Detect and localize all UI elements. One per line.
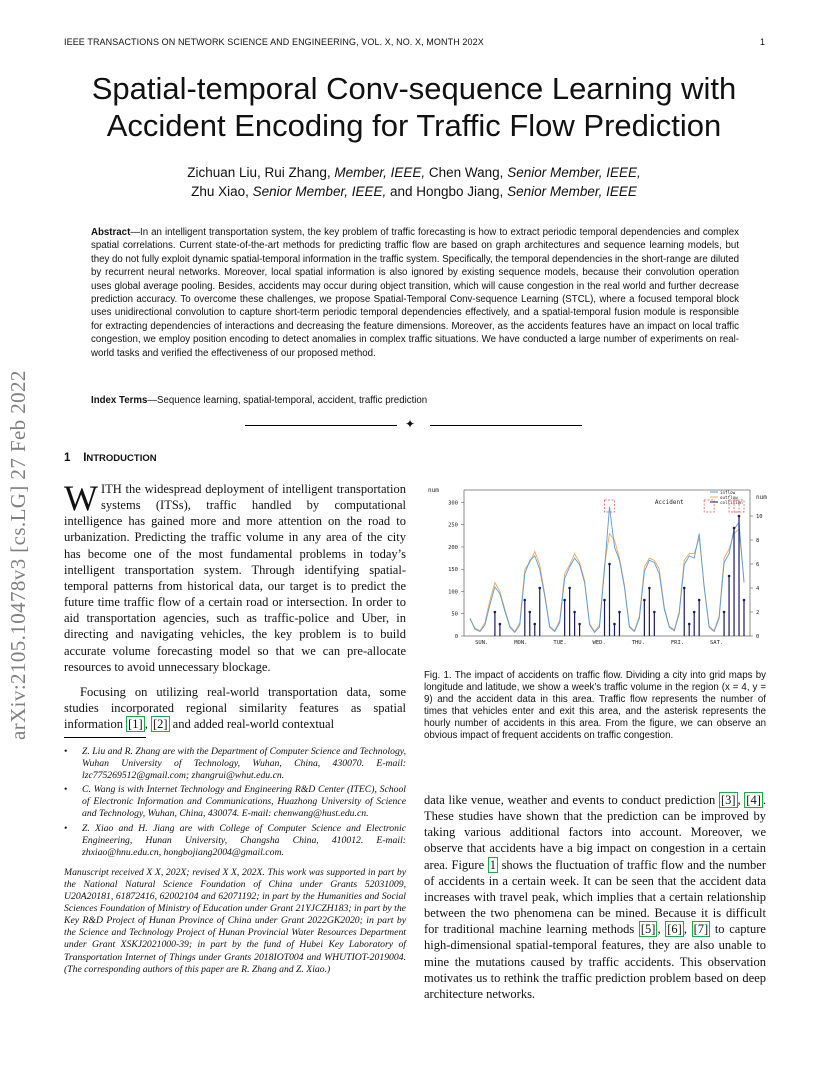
body-text: data like venue, weather and events to conduct prediction — [424, 793, 719, 807]
x-tick-label: SUN. — [475, 640, 489, 646]
body-text: . These studies have shown that the prediction can be improved by taking various additional factors into account. Moreover, we observe that accidents have a big impact on congestion in a certain area. Figure — [424, 793, 766, 872]
collision-point — [723, 611, 726, 614]
collision-point — [643, 599, 646, 602]
arxiv-stamp[interactable]: arXiv:2105.10478v3 [cs.LG] 27 Feb 2022 — [6, 370, 30, 740]
figure-link[interactable]: 1 — [489, 857, 496, 872]
x-tick-label: TUE. — [553, 640, 567, 646]
y-axis-label: num — [428, 487, 439, 494]
collision-point — [728, 575, 731, 578]
bullet: • — [64, 746, 68, 757]
y-tick-label: 250 — [448, 522, 458, 529]
y-tick-label: 0 — [454, 634, 458, 640]
collision-point — [533, 623, 536, 626]
collision-point — [698, 599, 701, 602]
collision-point — [568, 587, 571, 590]
y-tick-label: 200 — [448, 544, 458, 551]
citation-link[interactable]: [6] — [667, 922, 682, 937]
author-line-1 — [187, 165, 641, 180]
citation-link[interactable]: [3] — [720, 793, 736, 807]
citation-link[interactable]: [7] — [693, 922, 709, 937]
drop-cap: W — [64, 478, 98, 518]
collision-point — [738, 515, 741, 518]
x-tick-label: SAT. — [709, 640, 724, 646]
y-tick-label: 100 — [448, 589, 458, 596]
collision-point — [653, 611, 656, 614]
collision-point — [528, 611, 531, 614]
running-head: IEEE TRANSACTIONS ON NETWORK SCIENCE AND ENGINEERING, VOL. X, NO. X, MONTH 202X — [64, 37, 484, 47]
citation-sep: , — [737, 793, 745, 807]
collision-point — [494, 611, 497, 614]
separator-line-right — [430, 425, 582, 426]
citation-sep: , — [144, 717, 151, 732]
paper-title: Spatial-temporal Conv-sequence Learning with Accident Encoding for Traffic Flow Prediction — [91, 71, 737, 143]
x-tick-label: THU. — [631, 640, 645, 646]
intro-paragraph-1 — [64, 478, 406, 675]
x-tick-label: MON. — [514, 640, 528, 646]
author-names: and Hongbo Jiang, — [386, 184, 508, 199]
index-terms-text: —Sequence learning, spatial-temporal, accident, traffic prediction — [147, 395, 428, 406]
collision-point — [613, 623, 616, 626]
collision-point — [743, 599, 746, 602]
author-names: Zichuan Liu, Rui Zhang, — [187, 165, 335, 180]
collision-point — [563, 599, 566, 602]
x-tick-label: WED. — [592, 640, 606, 646]
traffic-accident-chart — [424, 480, 776, 656]
collision-point — [688, 623, 691, 626]
abstract — [91, 226, 739, 360]
y2-tick-label: 2 — [756, 610, 760, 616]
collision-point — [578, 623, 581, 626]
annotation-label: Accident — [654, 499, 684, 506]
footnote-text: Z. Liu and R. Zhang are with the Department of Computer Science and Technology, Wuhan University of Technology, Wuhan, China, 430070. E-mail: lzc775269512@gmail.com; zhangrui@whut.edu.cn. — [82, 746, 406, 782]
author-role: Senior Member, IEEE, — [507, 165, 641, 180]
y-tick-label: 300 — [448, 500, 458, 507]
author-list — [60, 163, 768, 201]
section-title-rest: NTRODUCTION — [86, 453, 157, 464]
section-title-initial: I — [83, 452, 87, 464]
manuscript-note: Manuscript received X X, 202X; revised X X, 202X. This work was supported in part by the National Natural Science Foundation of China under Grants 52031009, U20A20181, 61872416, 62002104 and 62071192; in part by the Humanities and Social Sciences Foundation of Ministry of Education under Grant 21YJCZH183; in part by the Key R&D Project of Hunan Province of China under Grant 2022GK2020; in part by the Science and Technology Project of Hunan Provincial Water Resources Department under Grant XSKJ2021000-39; in part by the fund of Hubei Key Laboratory of Transportation Internet of Things under Grants 2018IOT004 and WHUTIOT-2019004. (The corresponding authors of this paper are R. Zhang and Z. Xiao.) — [64, 866, 406, 975]
bullet: • — [64, 784, 68, 796]
collision-point — [608, 563, 611, 566]
author-names: Chen Wang, — [425, 165, 508, 180]
intro-p1-text: ITH the widespread deployment of intelligent transportation systems (ITSs), traffic handled by computational intelligence has gained more and more attention on the road to urbanization. Predicting the traffic volume in any area of the city has become one of the most fundamental problems in today’s intelligent transportation system. Through identifying spatial-temporal patterns from historical data, our target is to predict the future time traffic flow of a certain road or intersection. In order to aid transportation agencies, such as traffic-police and Uber, in directing and navigating vehicles, the key problem is to build accurate volume forecasting model so that we can pre-allocate resources to avoid unnecessary blockage. — [64, 482, 406, 674]
y2-tick-label: 0 — [756, 634, 760, 640]
citation-sep: , — [683, 922, 692, 937]
y2-tick-label: 6 — [756, 562, 760, 568]
collision-point — [603, 599, 606, 602]
author-role: Senior Member, IEEE — [507, 184, 637, 199]
figure-caption: Fig. 1. The impact of accidents on traffic flow. Dividing a city into grid maps by longitude and latitude, we show a week’s traffic volume in the region (x = 4, y = 9) and the accident data in this area. Traffic flow represents the number of times that vehicles enter and exit this area, and the asterisk represents the hourly number of accidents in this area. From the figure, we can observe an obvious impact of frequent accidents on traffic congestion. — [424, 670, 766, 742]
author-role: Senior Member, IEEE, — [252, 184, 387, 199]
citation-link[interactable]: [2] — [152, 717, 168, 732]
body-text: to capture high-dimensional spatial-temporal features, they are also unable to mine the mutations caused by traffic accidents. This observation motivates us to rethink the traffic prediction problem based on deep architecture networks. — [424, 922, 766, 1001]
intro-paragraph-2-continued — [424, 792, 766, 1002]
footnote — [64, 823, 406, 859]
collision-point — [683, 587, 686, 590]
y2-tick-label: 10 — [756, 514, 763, 520]
intro-p2-text-end: and added real-world contextual — [169, 717, 335, 732]
citation-sep: , — [657, 922, 666, 937]
series-line-outflow — [470, 529, 744, 631]
abstract-text: —In an intelligent transportation system, the key problem of traffic forecasting is how to extract periodic temporal dependencies and complex spatial correlations. Current state-of-the-art methods for predicting traffic flow are based on graph architectures and sequence learning models, but they do not fully exploit dynamic spatial-temporal information in the traffic system. Specifically, the temporal dependencies in the short-range are diluted by recurrent neural networks. Moreover, local spatial information is also ignored by existing sequence models, because their convolution operation uses global average pooling. Besides, accidents may occur during object transition, which will cause congestion in the real world and further decrease prediction accuracy. To overcome these challenges, we propose Spatial-Temporal Conv-sequence Learning (STCL), where a focused temporal block uses unidirectional convolution to capture short-term periodic temporal dependencies effectively, and a spatial-temporal fusion module is responsible for extracting dependencies of interactions and decreasing the feature dimensions. Moreover, as the accidents features have an impact on local traffic congestion, we employ position encoding to detect anomalies in complex traffic situations. We have conducted a large number of experiments on real-world tasks and verified the effectiveness of our proposed method. — [91, 227, 739, 359]
legend-entry: collision — [720, 499, 743, 505]
author-role: Member, IEEE, — [334, 165, 426, 180]
y2-tick-label: 4 — [756, 586, 760, 592]
bullet: • — [64, 822, 68, 834]
collision-point — [499, 623, 502, 626]
footnotes — [64, 746, 406, 976]
citation-link[interactable]: [1] — [128, 717, 143, 732]
collision-point — [733, 527, 736, 530]
y2-tick-label: 8 — [756, 538, 760, 544]
author-names: Zhu Xiao, — [191, 184, 253, 199]
y2-axis-label: num — [756, 494, 767, 501]
collision-point — [524, 599, 527, 602]
collision-point — [648, 587, 651, 590]
intro-paragraph-2 — [64, 684, 406, 732]
page-number: 1 — [760, 37, 766, 47]
legend-entry: inflow — [720, 489, 736, 495]
collision-point — [573, 611, 576, 614]
citation-link[interactable]: [5] — [640, 922, 656, 937]
index-terms-label: Index Terms — [91, 395, 148, 406]
body-text: shows the fluctuation of traffic flow and the number of accidents in a certain week. It can be seen that the accident data increases with travel peak, which implies that a certain relationship between the two phenomena can be mined. Because it is difficult for traditional machine learning methods — [424, 857, 766, 937]
footnote-text: C. Wang is with Internet Technology and Engineering R&D Center (ITEC), School of Electronic Information and Communications, Huazhong University of Science and Technology, Wuhan, China, 430074. E-mail: chenwang@hust.edu.cn. — [82, 784, 406, 820]
footnote-rule — [64, 737, 146, 738]
separator-star-icon: ✦ — [405, 417, 416, 431]
y-tick-label: 50 — [451, 611, 458, 618]
legend-entry: outflow — [720, 494, 738, 500]
author-line-2 — [191, 184, 637, 199]
y-tick-label: 150 — [448, 567, 458, 574]
series-line-inflow — [470, 507, 744, 633]
footnote-text: Z. Xiao and H. Jiang are with College of Computer Science and Electronic Engineering, Hunan University, Changsha China, 410012. E-mail: zhxiao@hnu.edu.cn, hongbojiang2004@gmail.com. — [82, 822, 406, 858]
footnote — [64, 784, 406, 820]
abstract-label: Abstract — [91, 227, 131, 238]
intro-p2-text: Focusing on utilizing real-world transportation data, some studies incorporated regional similarity features as spatial information — [64, 685, 406, 732]
index-terms — [91, 395, 739, 406]
x-tick-label: FRI. — [670, 640, 685, 646]
section-number: 1 — [64, 452, 71, 464]
citation-link[interactable]: [4] — [746, 793, 761, 807]
collision-point — [618, 611, 621, 614]
footnote — [64, 746, 406, 782]
collision-point — [693, 611, 696, 614]
separator-line-left — [245, 425, 397, 426]
collision-point — [538, 587, 541, 590]
section-heading — [64, 452, 157, 464]
chart-root — [428, 487, 767, 646]
